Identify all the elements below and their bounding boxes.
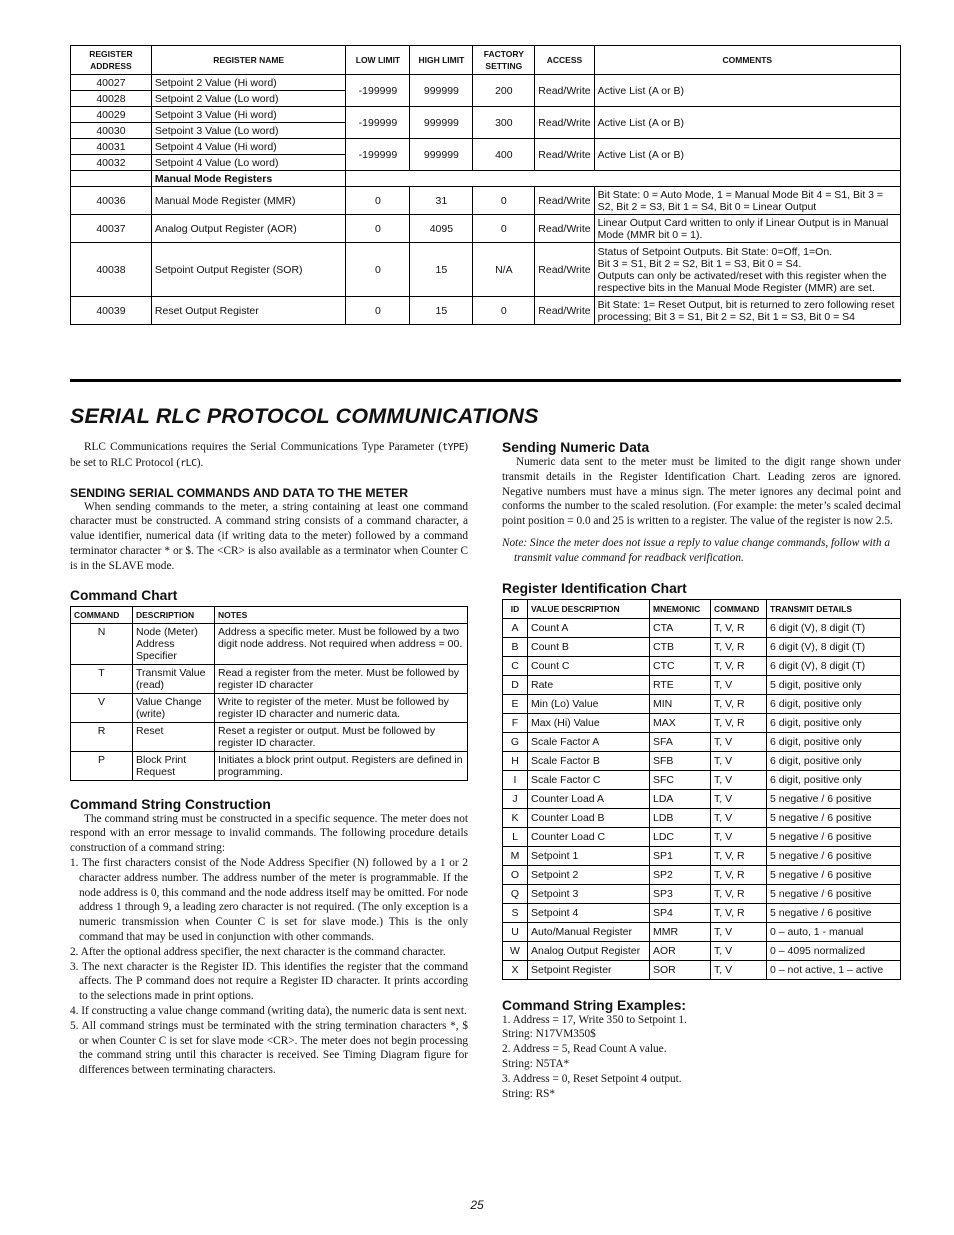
transmit-details: 5 negative / 6 positive (767, 808, 901, 827)
mnemonic: SP3 (650, 884, 711, 903)
col-register-name: REGISTER NAME (151, 46, 346, 75)
register-address: 40027 (71, 75, 152, 91)
numeric-data-note: Note: Since the meter does not issue a reply to value change commands, follow with a transmit value command for readback verification. (502, 536, 890, 564)
section-divider (70, 379, 901, 382)
command-chart-header (71, 606, 468, 623)
register-id-body (503, 618, 901, 979)
col-description: DESCRIPTION (133, 606, 215, 623)
mnemonic: CTA (650, 618, 711, 637)
high-limit: 15 (410, 243, 473, 297)
transmit-details: 5 negative / 6 positive (767, 903, 901, 922)
register-id: G (503, 732, 528, 751)
col-comments: COMMENTS (594, 46, 900, 75)
right-column (502, 440, 901, 1101)
command: T, V (711, 732, 767, 751)
transmit-details: 6 digit (V), 8 digit (T) (767, 637, 901, 656)
list-item: 1. The first characters consist of the Node Address Specifier (N) followed by a 1 or 2 character address number. The address number of the meter is programmable. If the node address is 0, this command and the node address itself may be omitted. For node address 1 through 9, a leading zero character is not required. (The only exception is a numeric transmission when Counter C is set for slave mode.) This is the only command that may be used in conjunction with other commands. (70, 856, 468, 943)
value-description: Scale Factor C (528, 770, 650, 789)
table-row (71, 297, 901, 325)
mnemonic: SFA (650, 732, 711, 751)
command: T, V, R (711, 903, 767, 922)
comment-line: Bit 3 = S1, Bit 2 = S2, Bit 1 = S3, Bit 0 = S4. (597, 257, 802, 270)
table-row (503, 713, 901, 732)
table-row (503, 941, 901, 960)
string-construction-heading: Command String Construction (70, 796, 271, 812)
comment-line: Outputs can only be activated/reset with this register when the respective bits in the Manual Mode Register (MMR) are set. (597, 269, 887, 294)
table-row (503, 846, 901, 865)
register-address: 40036 (71, 187, 152, 215)
transmit-details: 5 negative / 6 positive (767, 865, 901, 884)
value-description: Scale Factor B (528, 751, 650, 770)
high-limit: 31 (410, 187, 473, 215)
mnemonic: LDC (650, 827, 711, 846)
value-description: Setpoint Register (528, 960, 650, 979)
register-address: 40031 (71, 139, 152, 155)
command-char: N (71, 623, 133, 664)
table-row (503, 694, 901, 713)
comments (594, 243, 900, 297)
table-row (503, 884, 901, 903)
command: T, V (711, 675, 767, 694)
section-label: Manual Mode Registers (151, 171, 346, 187)
table-row (503, 808, 901, 827)
table-row (503, 751, 901, 770)
command-notes: Initiates a block print output. Registers are defined in programming. (215, 751, 468, 780)
transmit-details: 0 – auto, 1 - manual (767, 922, 901, 941)
value-description: Setpoint 1 (528, 846, 650, 865)
register-id: I (503, 770, 528, 789)
table-row (503, 865, 901, 884)
register-name: Setpoint 2 Value (Lo word) (151, 91, 346, 107)
transmit-details: 6 digit, positive only (767, 694, 901, 713)
list-item: 3. The next character is the Register ID. This identifies the register that the command affects. The P command does not require a Register ID character. It prints according to the selections made in print options. (70, 960, 468, 1003)
command-notes: Reset a register or output. Must be followed by register ID character. (215, 722, 468, 751)
examples-list (502, 1013, 901, 1102)
command-chart-heading: Command Chart (70, 587, 178, 603)
table-row-section (71, 171, 901, 187)
command: T, V, R (711, 694, 767, 713)
register-id: W (503, 941, 528, 960)
list-item: 2. After the optional address specifier, the next character is the command character. (70, 945, 446, 958)
command-description: Value Change (write) (133, 693, 215, 722)
access: Read/Write (535, 297, 594, 325)
register-id: J (503, 789, 528, 808)
transmit-details: 5 digit, positive only (767, 675, 901, 694)
register-id-table (502, 599, 901, 980)
register-id: E (503, 694, 528, 713)
command: T, V, R (711, 618, 767, 637)
register-address: 40032 (71, 155, 152, 171)
mnemonic: MAX (650, 713, 711, 732)
command: T, V (711, 808, 767, 827)
mnemonic: LDA (650, 789, 711, 808)
transmit-details: 5 negative / 6 positive (767, 884, 901, 903)
table-row (503, 922, 901, 941)
example-string: String: RS* (502, 1087, 556, 1100)
access: Read/Write (535, 139, 594, 171)
low-limit: 0 (346, 215, 410, 243)
example-string: String: N5TA* (502, 1057, 570, 1070)
example-line: 3. Address = 0, Reset Setpoint 4 output. (502, 1072, 682, 1085)
command: T, V (711, 922, 767, 941)
transmit-details: 5 negative / 6 positive (767, 827, 901, 846)
register-name: Setpoint 4 Value (Hi word) (151, 139, 346, 155)
low-limit: 0 (346, 187, 410, 215)
table-row (503, 732, 901, 751)
command: T, V (711, 789, 767, 808)
register-name: Analog Output Register (AOR) (151, 215, 346, 243)
command: T, V, R (711, 656, 767, 675)
value-description: Analog Output Register (528, 941, 650, 960)
register-id: O (503, 865, 528, 884)
col-access: ACCESS (535, 46, 594, 75)
table-row (503, 770, 901, 789)
command: T, V (711, 751, 767, 770)
register-name: Manual Mode Register (MMR) (151, 187, 346, 215)
command-char: T (71, 664, 133, 693)
col-id: ID (503, 599, 528, 618)
table-row (503, 675, 901, 694)
col-register-address: REGISTER ADDRESS (71, 46, 152, 75)
table-row (503, 789, 901, 808)
transmit-details: 6 digit, positive only (767, 770, 901, 789)
factory-setting: 0 (473, 187, 535, 215)
register-name: Setpoint 4 Value (Lo word) (151, 155, 346, 171)
register-id: H (503, 751, 528, 770)
register-id: K (503, 808, 528, 827)
command-char: R (71, 722, 133, 751)
value-description: Rate (528, 675, 650, 694)
register-id: U (503, 922, 528, 941)
access: Read/Write (535, 107, 594, 139)
table-row (71, 664, 468, 693)
col-high-limit: HIGH LIMIT (410, 46, 473, 75)
mnemonic: CTB (650, 637, 711, 656)
mnemonic: LDB (650, 808, 711, 827)
value-description: Auto/Manual Register (528, 922, 650, 941)
value-description: Setpoint 3 (528, 884, 650, 903)
table-row (503, 827, 901, 846)
value-description: Setpoint 2 (528, 865, 650, 884)
register-id: A (503, 618, 528, 637)
example-string: String: N17VM350$ (502, 1028, 596, 1041)
param-rlc-display: rLC (180, 457, 197, 469)
example-line: 1. Address = 17, Write 350 to Setpoint 1. (502, 1013, 687, 1026)
command: T, V, R (711, 713, 767, 732)
table-row (71, 187, 901, 215)
command-notes: Write to register of the meter. Must be followed by register ID character and numeric data. (215, 693, 468, 722)
table-row (503, 903, 901, 922)
command: T, V, R (711, 846, 767, 865)
register-address: 40039 (71, 297, 152, 325)
register-id: B (503, 637, 528, 656)
sending-commands-heading: SENDING SERIAL COMMANDS AND DATA TO THE METER (70, 485, 409, 500)
transmit-details: 6 digit (V), 8 digit (T) (767, 656, 901, 675)
table-row (71, 243, 901, 297)
register-id-header (503, 599, 901, 618)
value-description: Count A (528, 618, 650, 637)
transmit-details: 6 digit, positive only (767, 732, 901, 751)
access: Read/Write (535, 187, 594, 215)
transmit-details: 5 negative / 6 positive (767, 789, 901, 808)
col-mnemonic: MNEMONIC (650, 599, 711, 618)
factory-setting: 400 (473, 139, 535, 171)
mnemonic: MIN (650, 694, 711, 713)
list-item: 4. If constructing a value change command (writing data), the numeric data is sent next. (70, 1004, 467, 1017)
table-row (71, 107, 901, 123)
left-column (70, 440, 468, 1078)
transmit-details: 6 digit, positive only (767, 751, 901, 770)
col-command: COMMAND (711, 599, 767, 618)
command-notes: Read a register from the meter. Must be followed by register ID character (215, 664, 468, 693)
sending-commands-text: When sending commands to the meter, a string containing at least one command character must be constructed. A command string consists of a command character, a value identifier, numerical data (if writing data to the meter) followed by a command terminator character * or $. The <CR> is also available as a terminator when Counter C is in the SLAVE mode. (70, 500, 468, 572)
high-limit: 4095 (410, 215, 473, 243)
table-row (71, 75, 901, 91)
register-id: M (503, 846, 528, 865)
comment-line: Status of Setpoint Outputs. Bit State: 0=Off, 1=On. (597, 245, 833, 258)
command-description: Block Print Request (133, 751, 215, 780)
numeric-data-text: Numeric data sent to the meter must be limited to the digit range shown under transmit details in the Register Identification Chart. Leading zeros are ignored. Negative numbers must have a minus sign. The meter ignores any decimal point and conforms the number to the scaled resolution. (For example: the meter’s scaled decimal point position = 0.0 and 25 is written to a register. The value of the register is now 2.5. (502, 456, 901, 528)
value-description: Counter Load A (528, 789, 650, 808)
command-description: Reset (133, 722, 215, 751)
table-row (71, 139, 901, 155)
comments: Active List (A or B) (594, 139, 900, 171)
register-id: D (503, 675, 528, 694)
numeric-data-heading: Sending Numeric Data (502, 440, 650, 455)
comments: Bit State: 1= Reset Output, bit is returned to zero following reset processing; Bit 3 = S1, Bit 2 = S2, Bit 1 = S3, Bit 0 = S4 (594, 297, 900, 325)
command-char: V (71, 693, 133, 722)
command: T, V (711, 827, 767, 846)
value-description: Counter Load C (528, 827, 650, 846)
comments: Bit State: 0 = Auto Mode, 1 = Manual Mode Bit 4 = S1, Bit 3 = S2, Bit 2 = S3, Bit 1 = S4, Bit 0 = Linear Output (594, 187, 900, 215)
low-limit: 0 (346, 297, 410, 325)
register-name: Setpoint Output Register (SOR) (151, 243, 346, 297)
low-limit: -199999 (346, 107, 410, 139)
command-notes: Address a specific meter. Must be followed by a two digit node address. Not required when address = 00. (215, 623, 468, 664)
register-id: L (503, 827, 528, 846)
command: T, V (711, 941, 767, 960)
table-row (71, 751, 468, 780)
value-description: Count C (528, 656, 650, 675)
low-limit: -199999 (346, 139, 410, 171)
register-address: 40038 (71, 243, 152, 297)
high-limit: 999999 (410, 75, 473, 107)
value-description: Counter Load B (528, 808, 650, 827)
mnemonic: CTC (650, 656, 711, 675)
col-low-limit: LOW LIMIT (346, 46, 410, 75)
transmit-details: 0 – not active, 1 – active (767, 960, 901, 979)
transmit-details: 0 – 4095 normalized (767, 941, 901, 960)
comments: Active List (A or B) (594, 75, 900, 107)
value-description: Max (Hi) Value (528, 713, 650, 732)
example-line: 2. Address = 5, Read Count A value. (502, 1043, 667, 1056)
register-id: S (503, 903, 528, 922)
mnemonic: RTE (650, 675, 711, 694)
command-description: Transmit Value (read) (133, 664, 215, 693)
mnemonic: MMR (650, 922, 711, 941)
mnemonic: SFC (650, 770, 711, 789)
transmit-details: 6 digit, positive only (767, 713, 901, 732)
table-row (71, 693, 468, 722)
register-name: Setpoint 3 Value (Hi word) (151, 107, 346, 123)
factory-setting: N/A (473, 243, 535, 297)
table-row (503, 960, 901, 979)
mnemonic: AOR (650, 941, 711, 960)
value-description: Count B (528, 637, 650, 656)
low-limit: 0 (346, 243, 410, 297)
command: T, V (711, 960, 767, 979)
list-item: 5. All command strings must be terminated with the string termination characters *, $ or when Counter C is set for slave mode <CR>. The meter does not begin processing the command string until this character is received. See Timing Diagram figure for differences between terminating characters. (70, 1019, 468, 1077)
value-description: Min (Lo) Value (528, 694, 650, 713)
value-description: Scale Factor A (528, 732, 650, 751)
table-row (503, 637, 901, 656)
register-id: Q (503, 884, 528, 903)
register-id: X (503, 960, 528, 979)
register-address: 40037 (71, 215, 152, 243)
register-table (70, 45, 901, 325)
table-row (71, 215, 901, 243)
command-char: P (71, 751, 133, 780)
col-factory-setting: FACTORY SETTING (473, 46, 535, 75)
transmit-details: 5 negative / 6 positive (767, 846, 901, 865)
construction-steps (70, 856, 468, 1078)
command: T, V, R (711, 884, 767, 903)
register-address: 40028 (71, 91, 152, 107)
table-row (71, 722, 468, 751)
string-construction-intro: The command string must be constructed in a specific sequence. The meter does not respond with an error message to invalid commands. The following procedure details construction of a command string: (70, 812, 468, 855)
register-id-heading: Register Identification Chart (502, 580, 687, 596)
mnemonic: SP1 (650, 846, 711, 865)
command-chart-table (70, 606, 468, 781)
command: T, V, R (711, 865, 767, 884)
access: Read/Write (535, 75, 594, 107)
register-id: C (503, 656, 528, 675)
intro-paragraph: RLC Communications requires the Serial Communications Type Parameter (tYPE) be set to RLC Protocol (rLC). (70, 441, 468, 469)
register-name: Reset Output Register (151, 297, 346, 325)
access: Read/Write (535, 243, 594, 297)
param-type-display: tYPE (442, 442, 465, 453)
col-notes: NOTES (215, 606, 468, 623)
table-row (503, 656, 901, 675)
examples-heading: Command String Examples: (502, 997, 686, 1013)
col-command: COMMAND (71, 606, 133, 623)
register-name: Setpoint 3 Value (Lo word) (151, 123, 346, 139)
col-transmit-details: TRANSMIT DETAILS (767, 599, 901, 618)
register-address: 40029 (71, 107, 152, 123)
high-limit: 999999 (410, 139, 473, 171)
comments: Active List (A or B) (594, 107, 900, 139)
value-description: Setpoint 4 (528, 903, 650, 922)
register-id: F (503, 713, 528, 732)
mnemonic: SP2 (650, 865, 711, 884)
page-number: 25 (470, 1198, 484, 1212)
register-address: 40030 (71, 123, 152, 139)
table-row (503, 618, 901, 637)
table-row (71, 623, 468, 664)
mnemonic: SP4 (650, 903, 711, 922)
command: T, V (711, 770, 767, 789)
register-table-header (71, 46, 901, 75)
register-name: Setpoint 2 Value (Hi word) (151, 75, 346, 91)
command: T, V, R (711, 637, 767, 656)
high-limit: 15 (410, 297, 473, 325)
factory-setting: 0 (473, 297, 535, 325)
mnemonic: SOR (650, 960, 711, 979)
comments: Linear Output Card written to only if Linear Output is in Manual Mode (MMR bit 0 = 1). (594, 215, 900, 243)
low-limit: -199999 (346, 75, 410, 107)
factory-setting: 0 (473, 215, 535, 243)
factory-setting: 300 (473, 107, 535, 139)
mnemonic: SFB (650, 751, 711, 770)
high-limit: 999999 (410, 107, 473, 139)
transmit-details: 6 digit (V), 8 digit (T) (767, 618, 901, 637)
command-description: Node (Meter) Address Specifier (133, 623, 215, 664)
factory-setting: 200 (473, 75, 535, 107)
col-value-description: VALUE DESCRIPTION (528, 599, 650, 618)
page-title: SERIAL RLC PROTOCOL COMMUNICATIONS (70, 404, 539, 428)
access: Read/Write (535, 215, 594, 243)
